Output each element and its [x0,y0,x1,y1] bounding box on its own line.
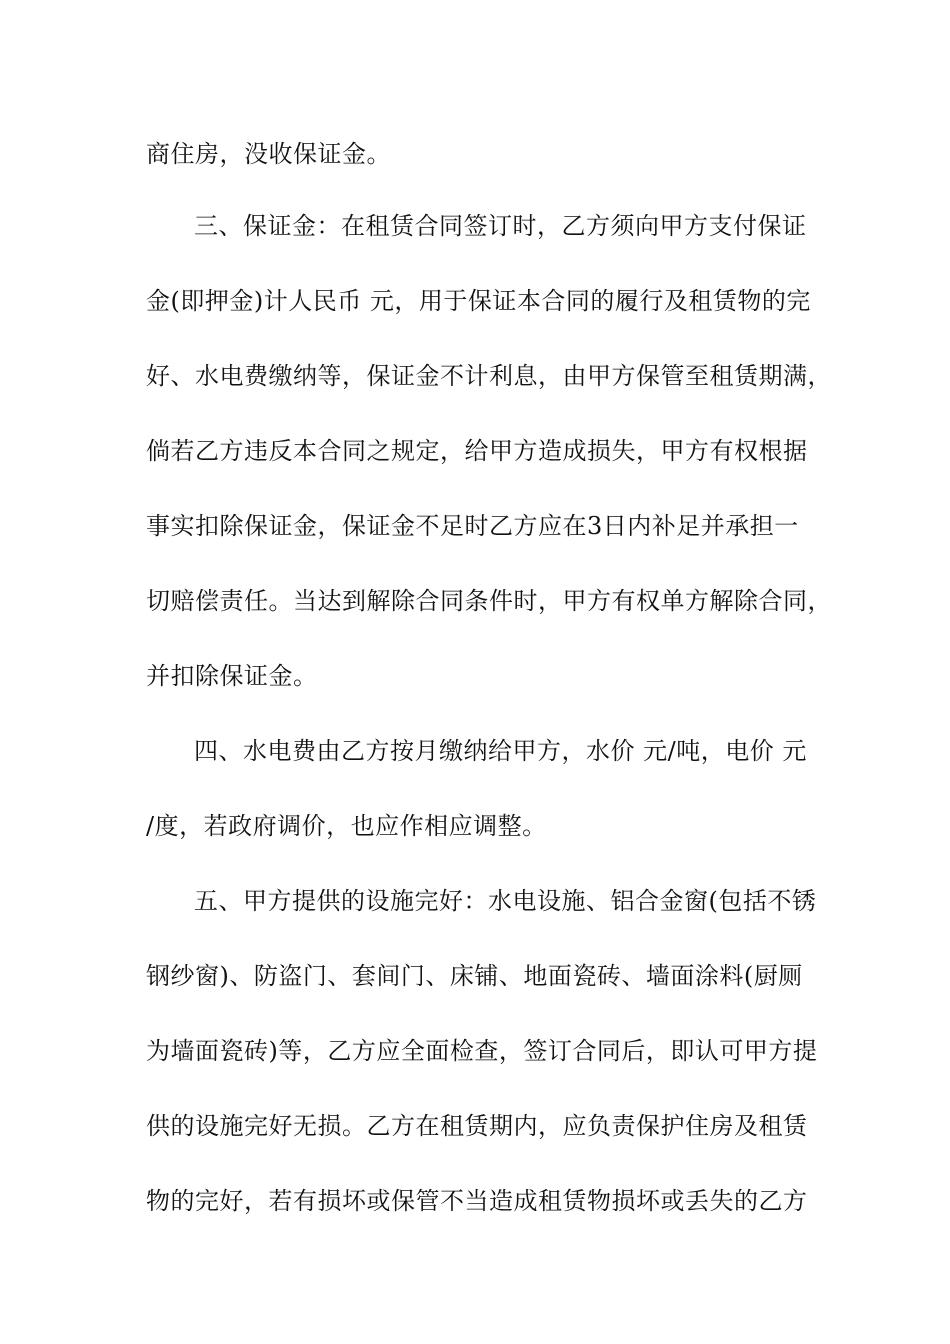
text-line: 钢纱窗)、防盗门、套间门、床铺、地面瓷砖、墙面涂料(厨厕 [146,962,803,990]
text-line: /度，若政府调价，也应作相应调整。 [146,812,547,840]
text-line: 供的设施完好无损。乙方在租赁期内，应负责保护住房及租赁 [146,1112,808,1140]
text-line: 好、水电费缴纳等，保证金不计利息，由甲方保管至租赁期满， [146,362,832,390]
text-line: 五、甲方提供的设施完好：水电设施、铝合金窗(包括不锈 [194,887,817,915]
text-line: 商住房，没收保证金。 [146,140,391,168]
text-line: 为墙面瓷砖)等，乙方应全面检查，签订合同后，即认可甲方提 [146,1037,818,1065]
text-line: 金(即押金)计人民币 元，用于保证本合同的履行及租赁物的完 [146,287,811,315]
text-line: 倘若乙方违反本合同之规定，给甲方造成损失，甲方有权根据 [146,437,808,465]
text-line: 物的完好，若有损坏或保管不当造成租赁物损坏或丢失的乙方 [146,1187,808,1215]
text-line: 切赔偿责任。当达到解除合同条件时，甲方有权单方解除合同， [146,587,832,615]
text-line: 并扣除保证金。 [146,662,318,690]
text-line: 事实扣除保证金，保证金不足时乙方应在3日内补足并承担一 [146,512,799,540]
text-line: 四、水电费由乙方按月缴纳给甲方，水价 元/吨，电价 元 [194,737,807,765]
text-line: 三、保证金：在租赁合同签订时，乙方须向甲方支付保证 [194,212,807,240]
